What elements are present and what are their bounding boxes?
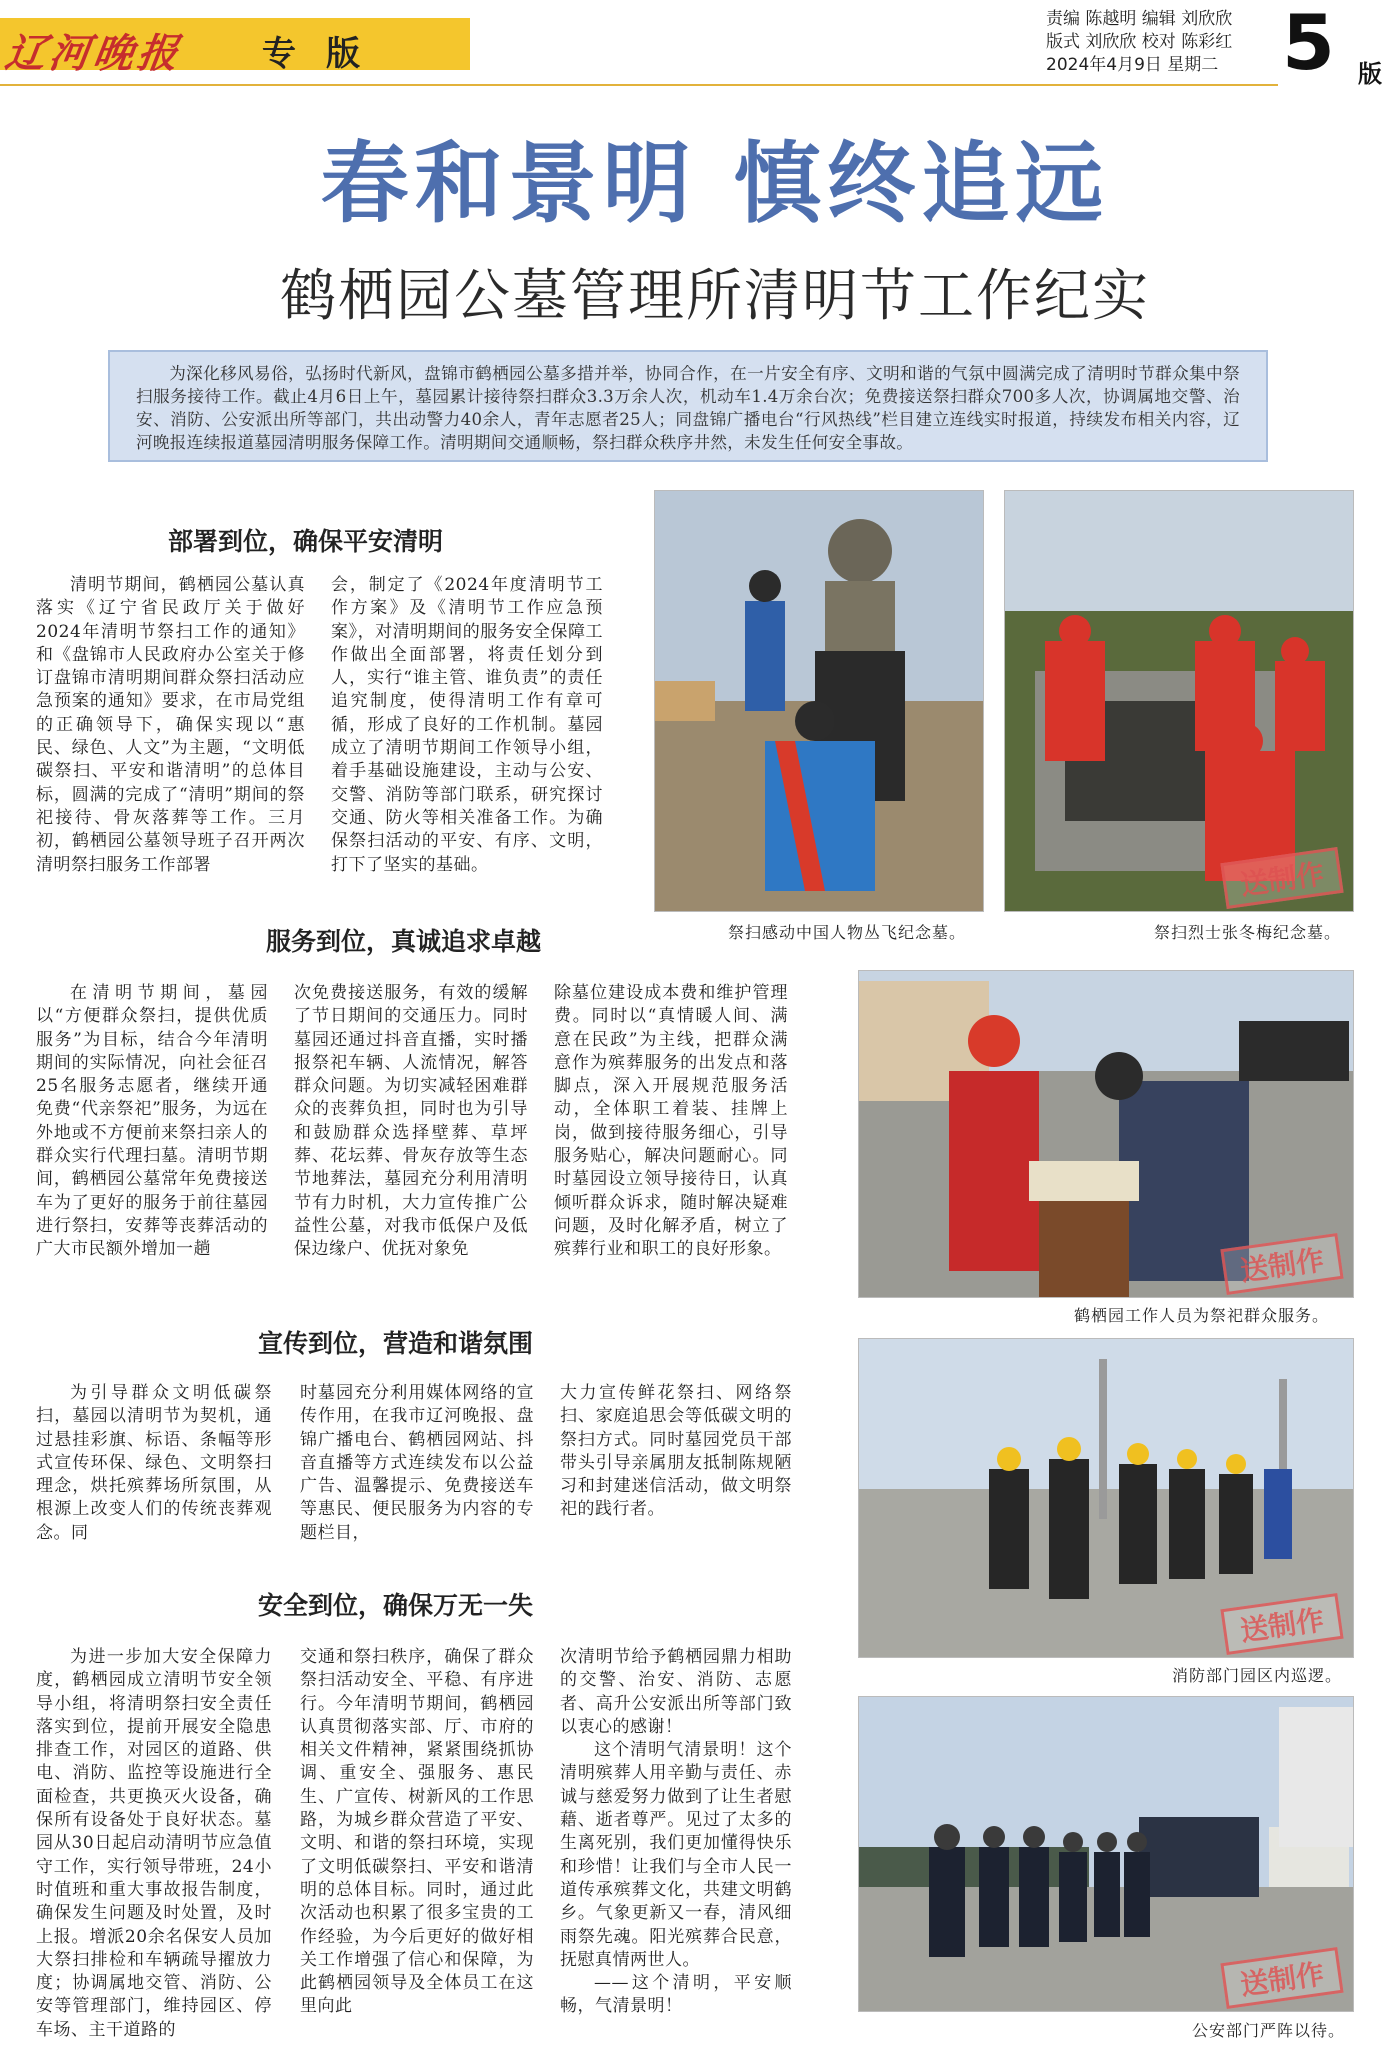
watermark-stamp: 送制作 bbox=[1220, 847, 1343, 909]
page-number: 5 bbox=[1282, 0, 1335, 87]
section-deploy-col-1: 清明节期间，鹤栖园公墓认真落实《辽宁省民政厅关于做好2024年清明节祭扫工作的通知》和《盘锦市人民政府办公室关于修订盘锦市清明期间群众祭扫活动应急预案的通知》要求，在市局党组的正确领导下，确保实现以“惠民、绿色、人文”为主题，“文明低碳祭扫、平安和谐清明”的总体目标，圆满的完成了“清明”期间的祭祀接待、骨灰落葬等工作。三月初，鹤栖园公墓领导班子召开两次清明祭扫服务工作部署 bbox=[36, 575, 305, 875]
photo-caption-4: 消防部门园区内巡逻。 bbox=[1172, 1666, 1343, 1685]
section-publicity-col-2: 时墓园充分利用媒体网络的宣传作用，在我市辽河晚报、盘锦广播电台、鹤栖园网站、抖音直播等方式连续发布以公益广告、温馨提示、免费接送车等惠民、便民服务为内容的专题栏目， bbox=[300, 1383, 534, 1543]
section-heading-deploy: 部署到位，确保平安清明 bbox=[168, 527, 444, 556]
editor-credits bbox=[1046, 8, 1264, 77]
section-publicity-col-3: 大力宣传鲜花祭扫、网络祭扫、家庭追思会等低碳文明的祭扫方式。同时墓园党员干部带头引导亲属朋友抵制陈规陋习和封建迷信活动，做文明祭祀的践行者。 bbox=[560, 1383, 792, 1520]
section-heading-safety: 安全到位，确保万无一失 bbox=[258, 1591, 534, 1620]
credits-line-2: 版式 刘欣欣 校对 陈彩红 bbox=[1046, 32, 1233, 52]
intro-box: 为深化移风易俗，弘扬时代新风，盘锦市鹤栖园公墓多措并举，协同合作，在一片安全有序、文明和谐的气氛中圆满完成了清明时节群众集中祭扫服务接待工作。截止4月6日上午，墓园累计接待祭扫群众3.3万余人次，机动车1.4万余台次；免费接送祭扫群众700多人次，协调属地交警、治安、消防、公安派出所等部门，共出动警力40余人，青年志愿者25人；同盘锦广播电台“行风热线”栏目建立连线实时报道，持续发布相关内容，辽河晚报连续报道墓园清明服务保障工作。清明期间交通顺畅，祭扫群众秩序井然，未发生任何安全事故。 bbox=[108, 350, 1268, 462]
credits-line-1: 责编 陈越明 编辑 刘欣欣 bbox=[1046, 9, 1233, 29]
watermark-stamp: 送制作 bbox=[1220, 1947, 1343, 2009]
watermark-stamp: 送制作 bbox=[1220, 1233, 1343, 1295]
headline: 春和景明 慎终追远 bbox=[320, 132, 1110, 235]
section-service-col-3: 除墓位建设成本费和维护管理费。同时以“真情暖人间、满意在民政”为主线，把群众满意作为殡葬服务的出发点和落脚点，深入开展规范服务活动，全体职工着装、挂牌上岗，做到接待服务细心，引导服务贴心，解决问题耐心。同时墓园设立领导接待日，认真倾听群众诉求，随时解决疑难问题，及时化解矛盾，树立了殡葬行业和职工的良好形象。 bbox=[554, 983, 788, 1260]
section-heading-service: 服务到位，真诚追求卓越 bbox=[266, 927, 542, 956]
photo-caption-3: 鹤栖园工作人员为祭祀群众服务。 bbox=[1074, 1306, 1330, 1325]
section-service-col-2: 次免费接送服务，有效的缓解了节日期间的交通压力。同时墓园还通过抖音直播，实时播报祭祀车辆、人流情况，解答群众问题。为切实减轻困难群众的丧葬负担，同时也为引导和鼓励群众选择壁葬、草坪葬、花坛葬、骨灰存放等生态节地葬法，墓园充分利用清明节有力时机，大力宣传推广公益性公墓，对我市低保户及低保边缘户、优抚对象免 bbox=[294, 983, 528, 1260]
photo-staff-service bbox=[858, 970, 1354, 1298]
photo-zhangdongmei-memorial bbox=[1004, 490, 1354, 912]
section-heading-publicity: 宣传到位，营造和谐氛围 bbox=[258, 1329, 534, 1358]
newspaper-logo: 辽河晚报 bbox=[2, 30, 185, 77]
section-label: 专版 bbox=[262, 34, 390, 74]
section-safety-col-2: 交通和祭扫秩序，确保了群众祭扫活动安全、平稳、有序进行。今年清明节期间，鹤栖园认真贯彻落实部、厅、市府的相关文件精神，紧紧围绕抓协调、重安全、强服务、惠民生、广宣传、树新风的工作思路，为城乡群众营造了平安、文明、和谐的祭扫环境，实现了文明低碳祭扫、平安和谐清明的总体目标。同时，通过此次活动也积累了很多宝贵的工作经验，为今后更好的做好相关工作增强了信心和保障，为此鹤栖园领导及全体员工在这里向此 bbox=[300, 1647, 534, 2017]
photo-police-standby bbox=[858, 1696, 1354, 2012]
subheadline: 鹤栖园公墓管理所清明节工作纪实 bbox=[280, 264, 1150, 329]
page-suffix: 版 bbox=[1358, 60, 1382, 88]
section-service-col-1: 在清明节期间，墓园以“方便群众祭扫，提供优质服务”为目标，结合今年清明期间的实际情况，向社会征召25名服务志愿者，继续开通免费“代亲祭祀”服务，为远在外地或不方便前来祭扫亲人的群众实行代理扫墓。清明节期间，鹤栖园公墓常年免费接送车为了更好的服务于前往墓园进行祭扫，安葬等丧葬活动的广大市民额外增加一趟 bbox=[36, 983, 268, 1260]
photo-congfei-memorial bbox=[654, 490, 984, 912]
masthead-bar bbox=[0, 18, 470, 77]
photo-caption-2: 祭扫烈士张冬梅纪念墓。 bbox=[1154, 923, 1342, 942]
photo-caption-5: 公安部门严阵以待。 bbox=[1192, 2021, 1346, 2040]
photo-caption-1: 祭扫感动中国人物丛飞纪念墓。 bbox=[728, 923, 967, 942]
section-deploy-col-2: 会，制定了《2024年度清明节工作方案》及《清明节工作应急预案》，对清明期间的服务安全保障工作做出全面部署，将责任划分到人，实行“谁主管、谁负责”的责任追究制度，使得清明工作有章可循，形成了良好的工作机制。墓园成立了清明节期间工作领导小组，着手基础设施建设，主动与公安、交警、消防等部门联系，研究探讨交通、防火等相关准备工作。为确保祭扫活动的平安、有序、文明，打下了坚实的基础。 bbox=[331, 575, 603, 875]
section-safety-col-3: 次清明节给予鹤栖园鼎力相助的交警、治安、消防、志愿者、高升公安派出所等部门致以衷心的感谢！ 这个清明气清景明！这个清明殡葬人用辛勤与责任、赤诚与慈爱努力做到了让生者慰藉、逝者尊严。见过了太多的生离死别，我们更加懂得快乐和珍惜！让我们与全市人民一道传承殡葬文化，共建文明鹤乡。气象更新又一春，清风细雨祭先魂。阳光殡葬合民意，抚慰真情两世人。 ——这个清明，平安顺畅，气清景明！ bbox=[560, 1647, 792, 2017]
header-divider bbox=[0, 84, 1278, 86]
photo-fire-patrol bbox=[858, 1338, 1354, 1658]
watermark-stamp: 送制作 bbox=[1220, 1593, 1343, 1655]
section-publicity-col-1: 为引导群众文明低碳祭扫，墓园以清明节为契机，通过悬挂彩旗、标语、条幅等形式宣传环保、绿色、文明祭扫理念，烘托殡葬场所氛围，从根源上改变人们的传统丧葬观念。同 bbox=[36, 1383, 272, 1543]
issue-date: 2024年4月9日 星期二 bbox=[1046, 55, 1219, 75]
section-safety-col-1: 为进一步加大安全保障力度，鹤栖园成立清明节安全领导小组，将清明祭扫安全责任落实到位，提前开展安全隐患排查工作，对园区的道路、供电、消防、监控等设施进行全面检查，共更换灭火设备，确保所有设备处于良好状态。墓园从30日起启动清明节应急值守工作，实行领导带班，24小时值班和重大事故报告制度，确保发生问题及时处置，及时上报。增派20余名保安人员加大祭扫排检和车辆疏导擢放力度；协调属地交管、消防、公安等管理部门，维持园区、停车场、主干道路的 bbox=[36, 1647, 272, 2040]
